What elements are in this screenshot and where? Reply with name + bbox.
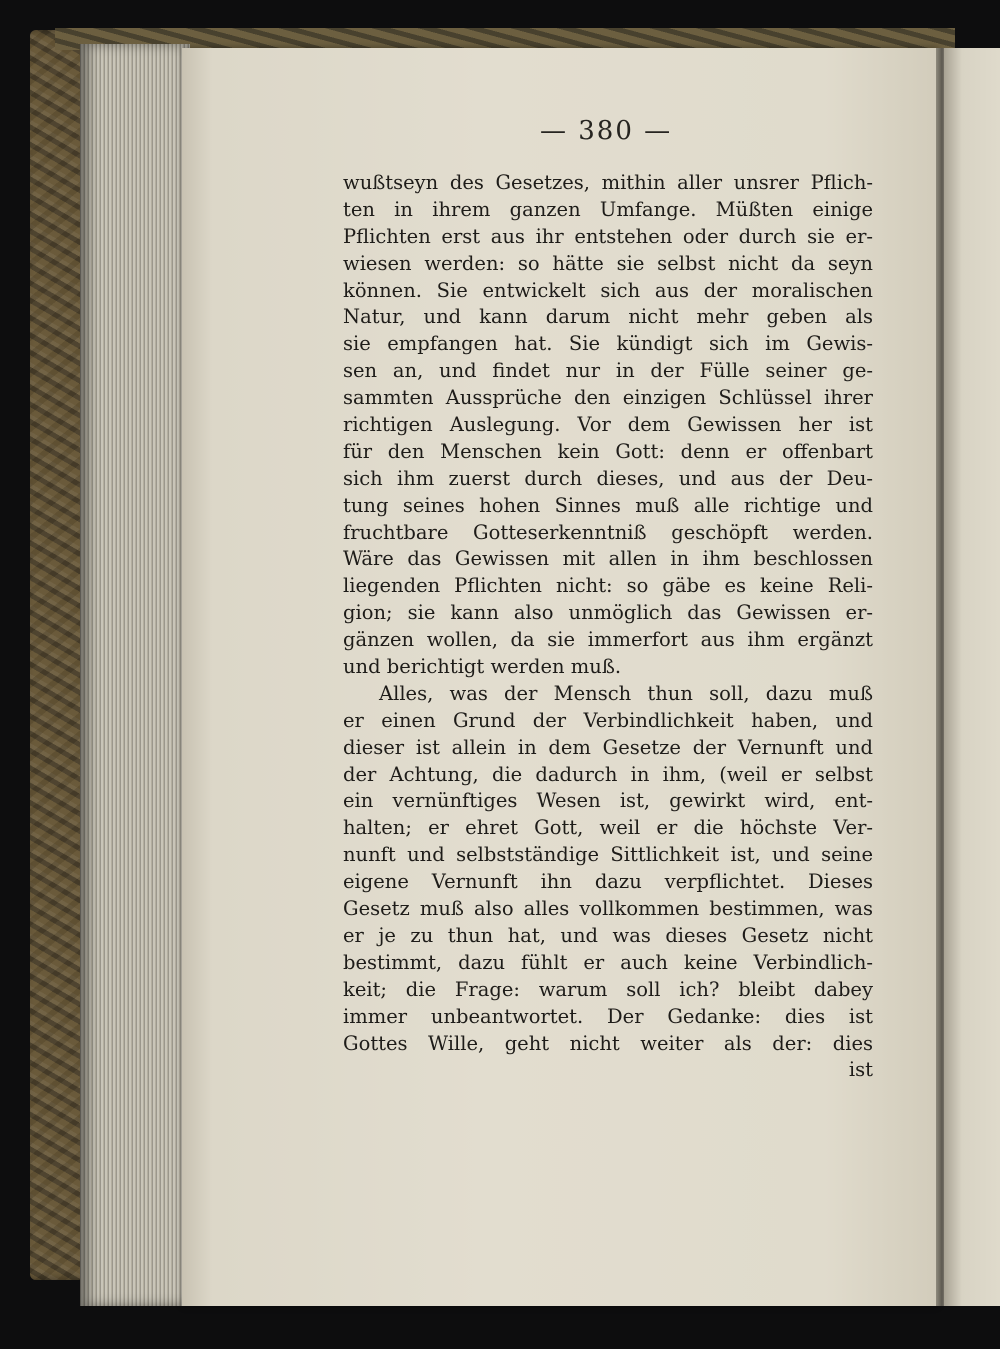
text-line: Wäre das Gewissen mit allen in ihm beschlossen: [343, 547, 873, 571]
text-line: liegenden Pflichten nicht: so gäbe es keine Reli-: [343, 574, 873, 598]
text-line: immer unbeantwortet. Der Gedanke: dies ist: [343, 1004, 873, 1028]
text-line: für den Menschen kein Gott: denn er offenbart: [343, 439, 873, 463]
text-line: fruchtbare Gotteserkenntniß geschöpft werden.: [343, 520, 873, 544]
text-line: er einen Grund der Verbindlichkeit haben, und: [343, 708, 873, 732]
text-line: halten; er ehret Gott, weil er die höchste Ver-: [343, 816, 873, 840]
page-number: — 380 —: [540, 116, 673, 146]
text-line: und berichtigt werden muß.: [343, 655, 622, 679]
text-line: gion; sie kann also unmöglich das Gewissen er-: [343, 601, 873, 625]
text-line: richtigen Auslegung. Vor dem Gewissen her ist: [343, 413, 873, 437]
text-line: wußtseyn des Gesetzes, mithin aller unsrer Pflich-: [343, 171, 873, 194]
text-line: der Achtung, die dadurch in ihm, (weil er selbst: [343, 762, 873, 786]
catchword: ist: [848, 1058, 873, 1082]
facing-page: [944, 48, 1000, 1306]
text-line: ein vernünftiges Wesen ist, gewirkt wird, ent-: [343, 789, 873, 813]
book-cover-top: [55, 28, 955, 50]
text-line: können. Sie entwickelt sich aus der moralischen: [343, 278, 873, 302]
text-line: sich ihm zuerst durch dieses, und aus der Deu-: [343, 466, 873, 490]
text-line: ten in ihrem ganzen Umfange. Müßten einige: [343, 197, 873, 221]
text-line: keit; die Frage: warum soll ich? bleibt dabey: [343, 977, 873, 1001]
text-line: sie empfangen hat. Sie kündigt sich im Gewis-: [343, 332, 873, 356]
text-line: sen an, und findet nur in der Fülle seiner ge-: [343, 359, 873, 383]
text-line: sammten Aussprüche den einzigen Schlüssel ihrer: [343, 386, 873, 410]
text-line: Pflichten erst aus ihr entstehen oder durch sie er-: [343, 224, 873, 248]
text-line: tung seines hohen Sinnes muß alle richtige und: [343, 493, 873, 517]
text-line: wiesen werden: so hätte sie selbst nicht da seyn: [343, 251, 873, 275]
text-line: bestimmt, dazu fühlt er auch keine Verbindlich-: [343, 950, 873, 974]
text-line: Alles, was der Mensch thun soll, dazu muß: [379, 681, 873, 705]
text-line: Gottes Wille, geht nicht weiter als der: dies: [343, 1031, 873, 1055]
text-line: eigene Vernunft ihn dazu verpflichtet. Dieses: [343, 870, 873, 894]
page-edges: [80, 44, 190, 1306]
text-line: Gesetz muß also alles vollkommen bestimmen, was: [343, 897, 873, 921]
text-line: nunft und selbstständige Sittlichkeit ist, und seine: [343, 843, 873, 867]
text-line: dieser ist allein in dem Gesetze der Vernunft und: [343, 735, 873, 759]
text-line: gänzen wollen, da sie immerfort aus ihm ergänzt: [343, 628, 873, 652]
page-text: [343, 170, 873, 1084]
text-line: Natur, und kann darum nicht mehr geben als: [343, 305, 873, 329]
text-line: er je zu thun hat, und was dieses Gesetz nicht: [343, 923, 873, 947]
